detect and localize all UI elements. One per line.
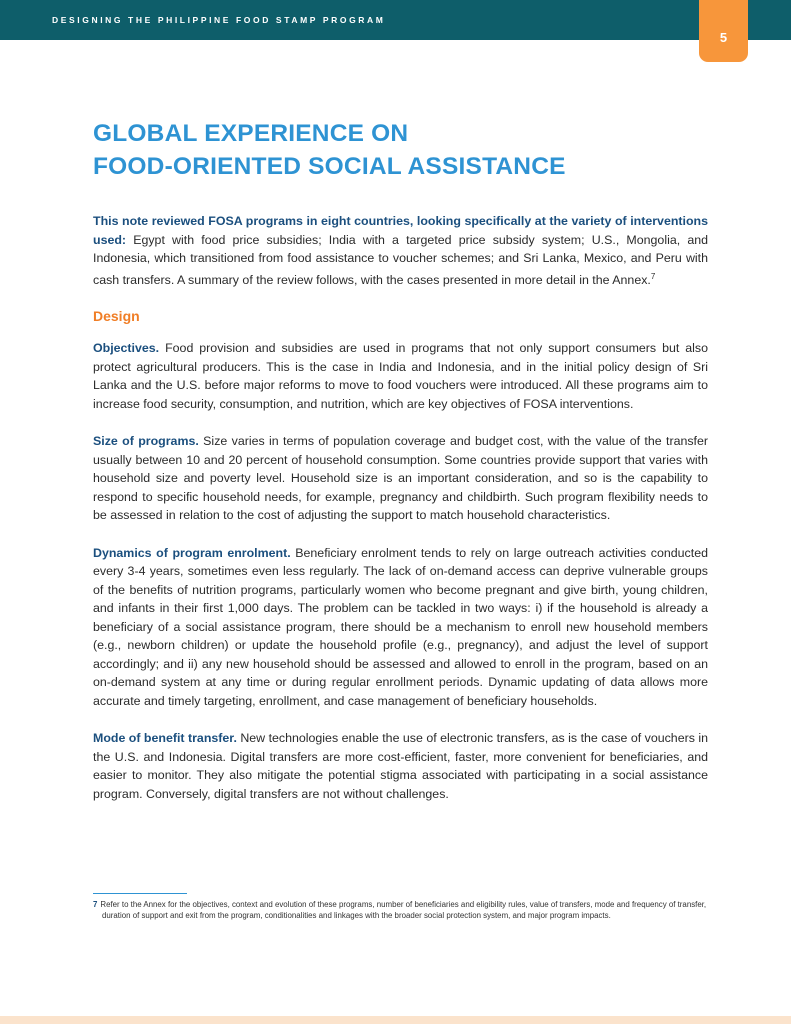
footnote xyxy=(93,899,708,921)
footnote-ref[interactable]: 7 xyxy=(650,271,656,281)
paragraph-benefit-transfer xyxy=(93,729,708,803)
intro-body: Egypt with food price subsidies; India with a targeted price subsidy system; U.S., Mongolia, and Indonesia, which transitioned from food assistance to voucher schemes; and Sri Lanka, Mexico, and Peru with cash transfers. A summary of the review follows, with the cases presented in more detail in the Annex. xyxy=(93,232,708,287)
footnote-text: Refer to the Annex for the objectives, context and evolution of these programs, number of beneficiaries and eligibility rules, value of transfers, mode and frequency of transfer, duration of support and exit from the program, conditionalities and linkages with the broader social protection system, and major program impacts. xyxy=(100,900,707,921)
main-content xyxy=(93,212,708,822)
paragraph-body: Food provision and subsidies are used in programs that not only support consumers but also protect agricultural producers. This is the case in India and Indonesia, and in the initial policy design of Sri Lanka and the U.S. before major reforms to move to food vouchers were introduced. All these programs aim to increase food security, consumption, and nutrition, which are key objectives of FOSA interventions. xyxy=(93,341,708,411)
section-heading-design: Design xyxy=(93,308,140,325)
footer-band xyxy=(0,1016,791,1024)
intro-lead: This note reviewed FOSA programs in eight countries, looking specifically at the variety of interventions used: xyxy=(93,214,708,247)
footnote-divider xyxy=(93,893,187,894)
page-number: 5 xyxy=(719,30,728,45)
page-title xyxy=(93,117,566,183)
paragraph-body: Size varies in terms of population coverage and budget cost, with the value of the transfer usually between 10 and 20 percent of household consumption. Some countries provide support that varies with household size and poverty level. Household size is an important consideration, and so is the capability to respond to specific household needs, for example, pregnancy and childbirth. Such program flexibility needs to be assessed in relation to the cost of adjusting the support to match household characteristics. xyxy=(93,434,709,523)
paragraph-lead: Objectives. xyxy=(93,341,160,356)
paragraph-lead: Size of programs. xyxy=(93,434,199,449)
page-number-tab xyxy=(699,0,748,62)
paragraph-body: New technologies enable the use of electronic transfers, as is the case of vouchers in the U.S. and Indonesia. Digital transfers are more cost-efficient, faster, more convenient for beneficiaries, and easier to monitor. They also mitigate the potential stigma associated with participating in a social assistance program. Conversely, digital transfers are not without challenges. xyxy=(93,731,708,801)
paragraph-enrolment-dynamics xyxy=(93,544,708,711)
page-title-line-2: FOOD-ORIENTED SOCIAL ASSISTANCE xyxy=(93,153,566,180)
page-title-line-1: GLOBAL EXPERIENCE ON xyxy=(93,120,409,147)
paragraph-size-of-programs xyxy=(93,432,708,525)
header-band xyxy=(0,0,791,40)
footnote-number: 7 xyxy=(93,900,98,909)
paragraph-lead: Mode of benefit transfer. xyxy=(93,731,237,746)
paragraph-objectives xyxy=(93,339,708,413)
paragraph-body: Beneficiary enrolment tends to rely on large outreach activities conducted every 3-4 years, sometimes even less regularly. The lack of on-demand access can deprive vulnerable groups of the benefits of nutrition programs, particularly women who become pregnant and give birth, young children, and infants in their first 1,000 days. The problem can be tackled in two ways: i) if the household is already a beneficiary of a social assistance program, there should be a mechanism to enroll new household members (e.g., newborn children) or update the household profile (e.g., pregnancy), and adjust the level of support accordingly; and ii) any new household should be assessed and allowed to enroll in the program, based on an on-demand system at any time or during regular enrollment periods. Dynamic updating of data allows more accurate and timely targeting, enrollment, and case management of beneficiary households. xyxy=(93,545,708,708)
paragraph-lead: Dynamics of program enrolment. xyxy=(93,545,291,560)
intro-paragraph xyxy=(93,212,708,289)
running-head: DESIGNING THE PHILIPPINE FOOD STAMP PROGRAM xyxy=(52,15,386,25)
